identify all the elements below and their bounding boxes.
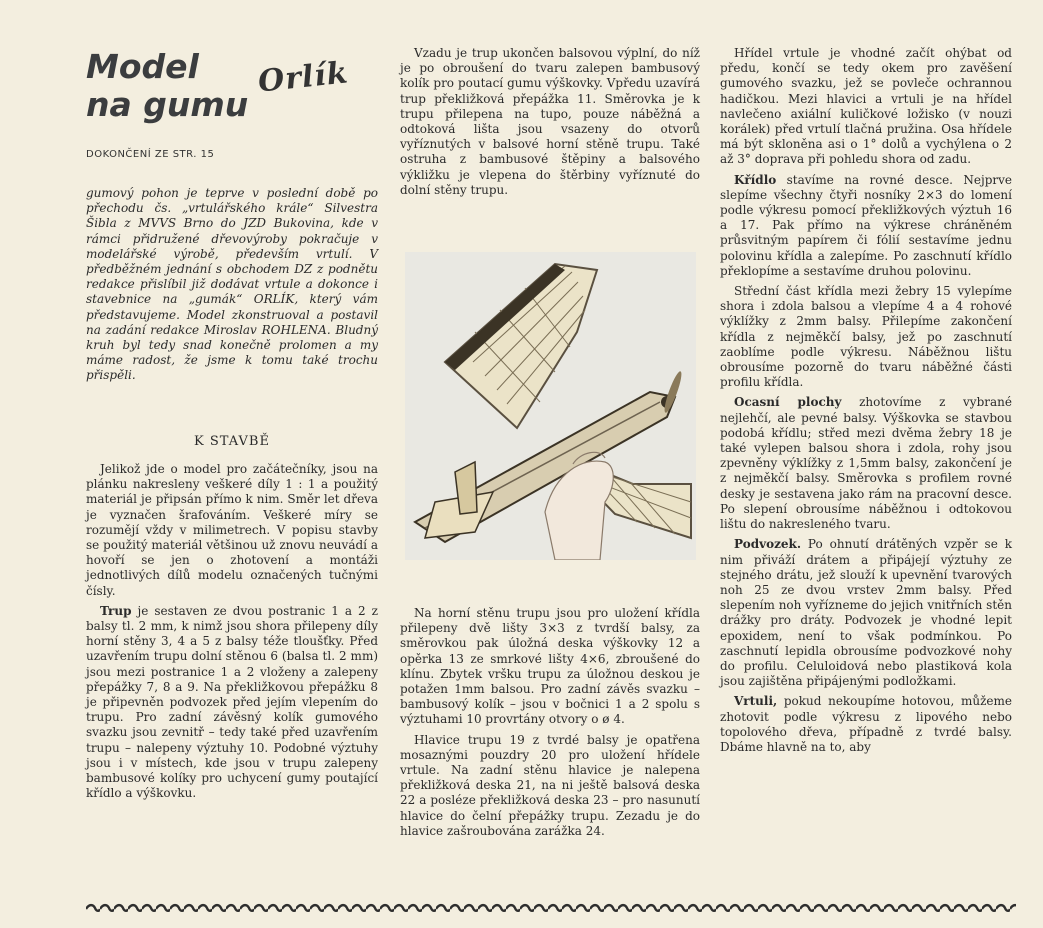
paragraph	[86, 462, 378, 599]
paragraph: Vzadu je trup ukončen balsovou výplní, do níž je po obroušení do tvaru zalepen bambusový kolík pro poutací gumu výškovky. Vpředu uzavírá trup překližková přepážka 11. Směrovka je k trupu přilepena na tupo, pouze náběžná a odtoková lišta jsou vsazeny do otvorů vyříznutých v balsové horní stěně trupu. Také ostruha z bambusové štěpiny a balsového výkližku je vlepena do štěrbiny vyříznuté do dolní stěny trupu.	[400, 46, 700, 197]
article-title-line1: Model	[86, 47, 199, 86]
paragraph	[720, 694, 1012, 755]
paragraph	[720, 173, 1012, 279]
decorative-divider	[86, 903, 1016, 915]
paragraph: Hlavice trupu 19 z tvrdé balsy je opatřena mosaznými pouzdry 20 pro uložení hřídele vrtule. Na zadní stěnu hlavice je nalepena překližková deska 21, na ni ještě balsová deska 22 a posléze překližková deska 23 – pro nasunutí hlavice do čelní přepážky trupu. Zezadu je do hlavice zašroubována zarážka 24.	[400, 732, 700, 838]
paragraph	[720, 284, 1012, 390]
article-title	[86, 48, 248, 124]
paragraph	[720, 537, 1012, 689]
paragraph-lead: Trup	[100, 603, 132, 618]
paragraph-text: zhotovíme z vybrané nejlehčí, ale pevné balsy. Výškovka se stavbou podobá křídlu; střed mezi dvěma žebry 18 je také vylepen balsou shora i zdola, rohy jsou zpevněny výklížky z 1,5mm balsy, zakončení je z nejměkčí balsy. Směrovka s profilem rovné desky je sestavena jako rám na pracovní desce. Po slepení obrousíme náběžnou i odtokovou lištu do nakresleného tvaru.	[720, 395, 1012, 532]
article-title-line2: na gumu	[86, 85, 249, 124]
paragraph-lead: Vrtuli,	[734, 694, 778, 709]
paragraph-text: je sestaven ze dvou postranic 1 a 2 z balsy tl. 2 mm, k nimž jsou shora přilepeny díly horní stěny 3, 4 a 5 z balsy téže tloušťky. Před uzavřením trupu dolní stěnou 6 (balsa tl. 2 mm) jsou mezi postranice 1 a 2 vloženy a zalepeny přepážky 7, 8 a 9. Na překližkovou přepážku 8 je připevněn podvozek před jejím vlepením do trupu. Pro zadní závěsný kolík gumového svazku jsou zevnitř – tedy také před uzavřením trupu – nalepeny výztuhy 10. Podobné výztuhy jsou i v místech, kde jsou v trupu zalepeny bambusové kolíky pro uchycení gumy poutající křídlo a výškovku.	[86, 603, 378, 801]
paragraph	[86, 604, 378, 802]
continued-from-label: DOKONČENÍ ZE STR. 15	[86, 149, 215, 160]
paragraph	[720, 395, 1012, 532]
paragraph-text: pokud nekoupíme hotovou, můžeme zhotovit podle výkresu z lipového nebo topolového dřeva, případně z tvrdé balsy. Dbáme hlavně na to, aby	[720, 694, 1012, 754]
column-2-bottom	[400, 606, 700, 844]
model-airplane-photo	[405, 252, 696, 560]
paragraph-text: stavíme na rovné desce. Nejprve slepíme všechny čtyři nosníky 2×3 do lomení podle výkresu pomocí překližkových výztuh 16 a 17. Pak přímo na výkrese chráněném průsvitným papírem či fólií sestavíme jednu polovinu křídla a zalepíme. Po zaschnutí křídlo překlopíme a sestavíme druhou polovinu.	[720, 172, 1012, 278]
paragraph-lead: Podvozek.	[734, 537, 802, 552]
paragraph-lead: Ocasní plochy	[734, 395, 842, 410]
airplane-illustration	[405, 252, 696, 560]
handwritten-model-name: Orlík	[256, 55, 351, 100]
column-2-top	[400, 46, 700, 203]
column-1-body	[86, 462, 378, 806]
paragraph-text: Po ohnutí drátěných vzpěr se k nim přiváží drátem a připájejí výztuhy ze stejného drátu, jež slouží k upevnění tvarových noh 25 ze dvou vrstev 2mm balsy. Před slepením noh vyřízneme do jejich vnitřních stěn drážky pro dráty. Podvozek je vhodné lepit epoxidem, není to však podmínkou. Po zaschnutí lepidla obrousíme podvozkové nohy do profilu. Celuloidová nebo plastiková kola jsou zajištěna připájenými podložkami.	[720, 537, 1012, 689]
paragraph-text: Střední část křídla mezi žebry 15 vylepíme shora i zdola balsou a vlepíme 4 a 4 rohové výklížky z 2mm balsy. Přilepíme zakončení křídla z nejměkčí balsy, jež po zaschnutí zaoblíme podle výkresu. Náběžnou lištu obrousíme pozorně do tvaru náběžné části profilu křídla.	[720, 284, 1012, 390]
intro-paragraph: gumový pohon je teprve v poslední době po přechodu čs. „vrtulářského krále“ Silvestra Šibla z MVVS Brno do JZD Bukovina, kde v rámci přidružené dřevovýroby pokračuje v modelářské výrobě, především vrtulí. V předběžném jednání s obchodem DZ z podnětu redakce přislíbil již dodávat vrtule a dokonce i stavebnice na „gumák“ ORLÍK, který vám představujeme. Model zkonstruoval a postavil na zadání redakce Miroslav ROHLENA. Bludný kruh byl tedy snad konečně prolomen a my máme radost, že jsme k tomu také trochu přispěli.	[86, 186, 378, 383]
section-heading: K STAVBĚ	[194, 434, 270, 449]
paragraph-text: Jelikož jde o model pro začátečníky, jsou na plánku nakresleny veškeré díly 1 : 1 a použitý materiál je připsán přímo k nim. Směr let dřeva je vyznačen šrafováním. Veškeré míry se rozumějí vždy v milimetrech. V popisu stavby se použitý materiál většinou už znovu neuvádí a hovoří se jen o zhotovení a montáži jednotlivých dílů modelu označených tučnými čísly.	[86, 462, 378, 598]
paragraph: Na horní stěnu trupu jsou pro uložení křídla přilepeny dvě lišty 3×3 z tvrdší balsy, za směrovkou pak úložná deska výškovky 12 a opěrka 13 ze smrkové lišty 4×6, zbroušené do klínu. Zbytek vršku trupu za úložnou deskou je potažen 1mm balsou. Pro zadní závěs svazku – bambusový kolík – jsou v bočnici 1 a 2 spolu s výztuhami 10 provrtány otvory o ø 4.	[400, 606, 700, 727]
column-3-body	[720, 46, 1012, 760]
paragraph	[720, 46, 1012, 168]
paragraph-text: Hřídel vrtule je vhodné začít ohýbat od předu, končí se tedy okem pro zavěšení gumového svazku, jež se povleče ochrannou hadičkou. Mezi hlavici a vrtuli je na hřídel navlečeno axiální kuličkové ložisko (v nouzi korálek) před vrtulí tlačná pružina. Osa hřídele má být skloněna asi o 1° dolů a vychýlena o 2 až 3° doprava při pohledu shora od zadu.	[720, 46, 1012, 167]
paragraph-lead: Křídlo	[734, 172, 777, 187]
